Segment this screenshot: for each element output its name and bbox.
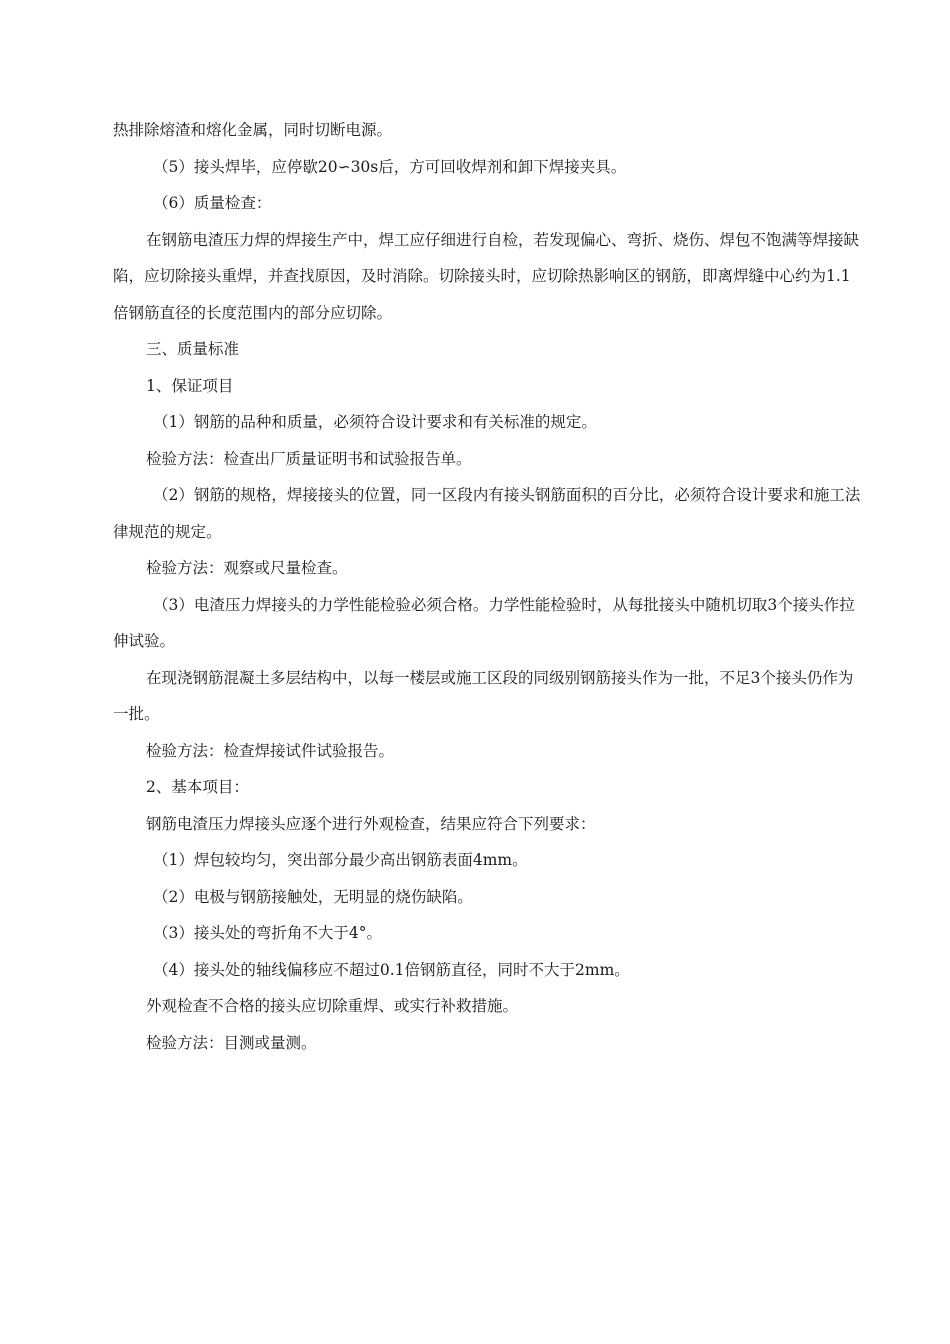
paragraph-guarantee-1: （1）钢筋的品种和质量，必须符合设计要求和有关标准的规定。: [153, 413, 597, 431]
paragraph-inspection-method-2: 检验方法：观察或尺量检查。: [146, 559, 348, 577]
paragraph-inspection-method-1: 检验方法：检查出厂质量证明书和试验报告单。: [146, 449, 472, 468]
paragraph-inspection-method-4: 检验方法：目测或量测。: [146, 1033, 317, 1052]
paragraph-inspection-method-3: 检验方法：检查焊接试件试验报告。: [146, 741, 395, 760]
paragraph-basic-1: （1）焊包较均匀，突出部分最少高出钢筋表面4mm。: [153, 851, 528, 869]
paragraph-appearance-check: 钢筋电渣压力焊接头应逐个进行外观检查，结果应符合下列要求：: [146, 814, 596, 833]
paragraph-step-5: （5）接头焊毕，应停歇20∽30s后，方可回收焊剂和卸下焊接夹具。: [153, 157, 627, 176]
paragraph-basic-3: （3）接头处的弯折角不大于4°。: [153, 924, 382, 942]
paragraph-step-6-heading: （6）质量检查：: [153, 194, 272, 212]
paragraph-batch-rule: 在现浇钢筋混凝土多层结构中，以每一楼层或施工区段的同级别钢筋接头作为一批，不足3个接头仍作为一批。: [113, 668, 854, 723]
paragraph-rework: 外观检查不合格的接头应切除重焊、或实行补救措施。: [146, 997, 519, 1015]
paragraph-guarantee-2: （2）钢筋的规格，焊接接头的位置，同一区段内有接头钢筋面积的百分比，必须符合设计要求和施工法律规范的规定。: [113, 486, 861, 541]
subsection-heading-basic-items: 2、基本项目：: [146, 778, 249, 796]
paragraph-basic-4: （4）接头处的轴线偏移应不超过0.1倍钢筋直径，同时不大于2mm。: [153, 960, 630, 979]
document-body: [113, 112, 861, 1061]
subsection-heading-guarantee-items: 1、保证项目: [146, 376, 234, 395]
paragraph-guarantee-3: （3）电渣压力焊接头的力学性能检验必须合格。力学性能检验时，从每批接头中随机切取3个接头作拉伸试验。: [113, 595, 855, 650]
section-heading-quality-standard: 三、质量标准: [146, 340, 240, 358]
paragraph-continuation: 热排除熔渣和熔化金属，同时切断电源。: [113, 121, 393, 139]
paragraph-quality-check: 在钢筋电渣压力焊的焊接生产中，焊工应仔细进行自检，若发现偏心、弯折、烧伤、焊包不饱满等焊接缺陷，应切除接头重焊，并查找原因，及时消除。切除接头时，应切除热影响区的钢筋，即离焊缝中心约为1.1倍钢筋直径的长度范围内的部分应切除。: [113, 230, 860, 322]
paragraph-basic-2: （2）电极与钢筋接触处，无明显的烧伤缺陷。: [153, 887, 473, 906]
